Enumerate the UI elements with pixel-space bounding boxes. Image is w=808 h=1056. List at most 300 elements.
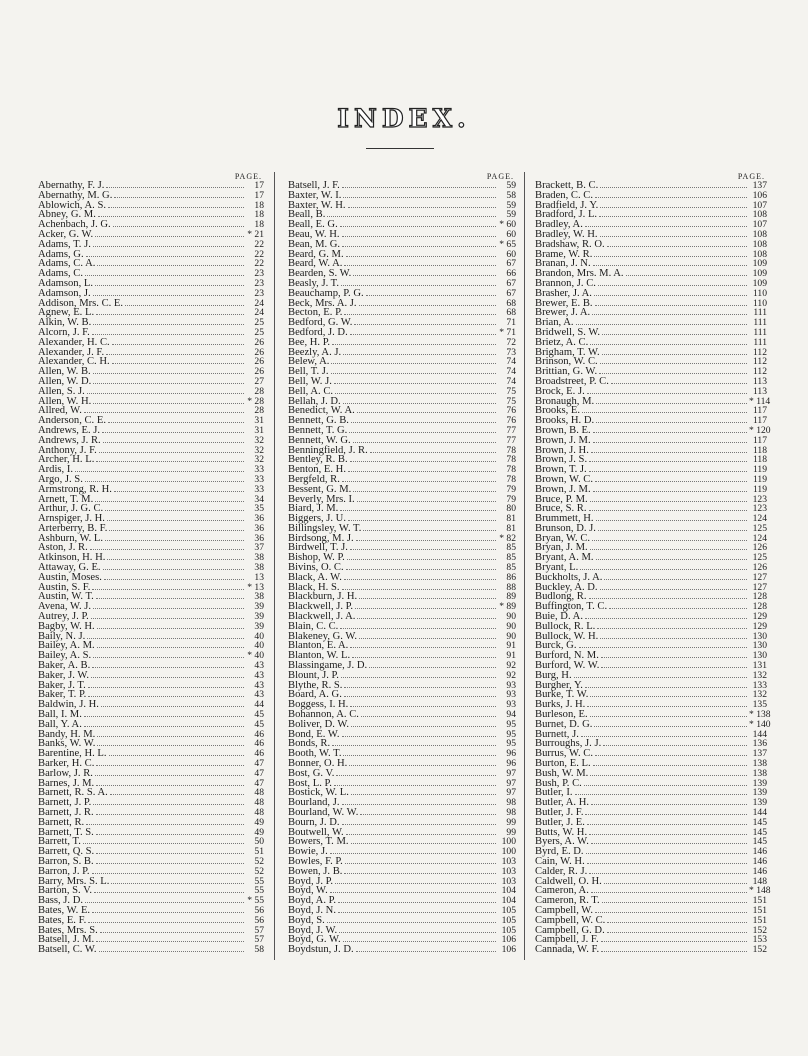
entry-page-number: 111 xyxy=(753,307,767,319)
entry-name: Brown, J. M. xyxy=(535,483,591,495)
entry-name: Armstrong, R. H. xyxy=(38,483,112,495)
entry-name: Byrd, E. D. xyxy=(535,846,584,858)
entry-name: Banks, W. W. xyxy=(38,738,96,750)
dot-leader xyxy=(114,490,244,492)
entry-name: Brannon, J. C. xyxy=(535,277,596,289)
dot-leader xyxy=(587,862,747,864)
entry-page-number: 153 xyxy=(752,934,767,946)
entry-name: Alexander, J. F. xyxy=(38,346,105,358)
entry-name: Byers, A. W. xyxy=(535,836,589,848)
entry-name: Baxter, W. I. xyxy=(288,189,342,201)
entry-page-number: 23 xyxy=(254,268,264,280)
dot-leader xyxy=(580,568,747,570)
entry-page-number: 68 xyxy=(506,307,516,319)
entry-page-number: 72 xyxy=(506,336,516,348)
dot-leader xyxy=(105,509,244,511)
entry-name: Bass, J. D. xyxy=(38,895,84,907)
entry-page-number: 139 xyxy=(752,787,767,799)
entry-name: Broadstreet, P. C. xyxy=(535,375,609,387)
dot-leader xyxy=(596,421,747,423)
entry-name: Booth, W. T. xyxy=(288,748,342,760)
dot-leader xyxy=(105,539,244,541)
entry-page-number: 39 xyxy=(254,620,264,632)
entry-name: Bessent, G. M. xyxy=(288,483,352,495)
entry-page-number: 59 xyxy=(506,209,516,221)
entry-name: Budlong, R. xyxy=(535,591,587,603)
entry-page-number: 28 xyxy=(254,405,264,417)
dot-leader xyxy=(330,891,496,893)
entry-page-number: 52 xyxy=(254,855,264,867)
entry-name: Batsell, J. F. xyxy=(288,180,340,191)
column-divider xyxy=(274,172,275,960)
dot-leader xyxy=(97,646,244,648)
entry-name: Burgher, Y. xyxy=(535,679,583,691)
entry-page-number: 36 xyxy=(254,532,264,544)
entry-page-number: 129 xyxy=(752,611,767,623)
entry-name: Adamson, J. xyxy=(38,287,91,299)
dot-leader xyxy=(363,529,496,531)
entry-name: Butts, W. H. xyxy=(535,826,588,838)
entry-page-number: 118 xyxy=(752,454,767,466)
dot-leader xyxy=(604,882,747,884)
entry-name: Burke, T. W. xyxy=(535,689,589,701)
entry-page-number: 78 xyxy=(506,464,516,476)
entry-page-number: 27 xyxy=(254,375,264,387)
dot-leader xyxy=(607,245,747,247)
dot-leader xyxy=(346,568,496,570)
dot-leader xyxy=(86,823,244,825)
entry-page-number: 96 xyxy=(506,748,516,760)
entry-name: Birdsong, M. J. xyxy=(288,532,354,544)
entry-page-number: 138 xyxy=(752,758,767,770)
dot-leader xyxy=(106,353,244,355)
entry-page-number: 85 xyxy=(506,542,516,554)
entry-page-number: 18 xyxy=(254,219,264,231)
dot-leader xyxy=(342,235,497,237)
entry-page-number: 126 xyxy=(752,542,767,554)
entry-page-number: 132 xyxy=(752,669,767,681)
entry-page-number: 45 xyxy=(254,718,264,730)
dot-leader xyxy=(95,774,244,776)
entry-page-number: 91 xyxy=(506,650,516,662)
dot-leader xyxy=(582,411,747,413)
entry-name: Bates, E. F. xyxy=(38,914,87,926)
entry-name: Bronaugh, M. xyxy=(535,395,595,407)
entry-name: Bullock, R. L. xyxy=(535,620,596,632)
entry-name: Boyd, G. W. xyxy=(288,934,341,946)
entry-page-number: 98 xyxy=(506,807,516,818)
entry-name: Brummett, H. xyxy=(535,513,594,525)
entry-page-number: 43 xyxy=(254,669,264,681)
entry-name: Archer, H. L. xyxy=(38,454,95,466)
entry-name: Barron, S. B. xyxy=(38,855,94,867)
entry-page-number: 35 xyxy=(254,503,264,515)
entry-name: Campbell, W. C. xyxy=(535,914,606,926)
entry-name: Bohannon, A. C. xyxy=(288,709,359,721)
dot-leader xyxy=(340,627,496,629)
entry-name: Boyd, W. xyxy=(288,885,328,897)
entry-name: Bridwell, S. W. xyxy=(535,326,601,338)
entry-name: Adams, C. xyxy=(38,268,84,280)
entry-name: Bryan, J. M. xyxy=(535,542,588,554)
entry-name: Boydstun, J. D. xyxy=(288,944,354,956)
dot-leader xyxy=(344,872,496,874)
dot-leader xyxy=(96,813,244,815)
entry-name: Boyd, J. W. xyxy=(288,924,338,936)
entry-page-number: 128 xyxy=(752,601,767,613)
dot-leader xyxy=(351,842,496,844)
entry-name: Biggers, J. U. xyxy=(288,513,346,525)
dot-leader xyxy=(593,441,747,443)
dot-leader xyxy=(596,519,747,521)
entry-name: Allen, W. H. xyxy=(38,395,92,407)
entry-name: Burrus, W. C. xyxy=(535,748,593,760)
entry-name: Beau, W. H. xyxy=(288,228,340,240)
entry-page-number: 117 xyxy=(752,405,767,417)
entry-page-number: 22 xyxy=(254,238,264,250)
dot-leader xyxy=(93,402,244,404)
dot-leader xyxy=(125,304,244,306)
entry-name: Ashburn, W. L. xyxy=(38,532,104,544)
entry-page-number: 113 xyxy=(752,375,767,387)
entry-name: Allen, W. B. xyxy=(38,366,91,378)
dot-leader xyxy=(93,803,244,805)
dot-leader xyxy=(603,744,747,746)
entry-name: Abernathy, F. J. xyxy=(38,180,105,191)
dot-leader xyxy=(340,225,496,227)
entry-page-number: 74 xyxy=(506,356,516,368)
dot-leader xyxy=(350,333,496,335)
dot-leader xyxy=(339,931,496,933)
entry-page-number: 95 xyxy=(506,738,516,750)
entry-name: Allred, W. xyxy=(38,405,82,417)
entry-page-number: 112 xyxy=(752,366,767,378)
entry-name: Barry, Mrs. S. L. xyxy=(38,875,110,887)
entry-page-number: 100 xyxy=(501,836,516,848)
entry-name: Black, H. S. xyxy=(288,581,340,593)
entry-page-number: 109 xyxy=(752,258,767,270)
entry-page-number: 26 xyxy=(254,366,264,378)
entry-page-number: 39 xyxy=(254,601,264,613)
entry-name: Bellah, J. D. xyxy=(288,395,341,407)
dot-leader xyxy=(596,402,747,404)
entry-page-number: 117 xyxy=(752,415,767,427)
entry-page-number: 129 xyxy=(752,620,767,632)
dot-leader xyxy=(334,784,496,786)
entry-page-number: 25 xyxy=(254,326,264,338)
entry-name: Bennett, G. B. xyxy=(288,415,349,427)
entry-name: Brinson, W. C. xyxy=(535,356,598,368)
entry-page-number: 71 xyxy=(506,317,516,329)
dot-leader xyxy=(84,715,244,717)
dot-leader xyxy=(357,411,496,413)
entry-page-number: 78 xyxy=(506,473,516,485)
dot-leader xyxy=(109,529,244,531)
entry-page-number: 50 xyxy=(254,836,264,848)
dot-leader xyxy=(93,294,244,296)
entry-name: Ablowich, A. S. xyxy=(38,199,106,211)
entry-name: Brooks, E. xyxy=(535,405,581,417)
entry-name: Austin, Moses. xyxy=(38,571,102,583)
dot-leader xyxy=(96,852,244,854)
dot-leader xyxy=(113,225,244,227)
title-rule xyxy=(366,148,434,149)
entry-name: Bostick, W. L. xyxy=(288,787,349,799)
entry-page-number: 106 xyxy=(501,944,516,956)
entry-name: Cain, W. H. xyxy=(535,855,585,867)
entry-page-number: 58 xyxy=(506,189,516,201)
entry-page-number: 37 xyxy=(254,542,264,554)
entry-page-number: 85 xyxy=(506,562,516,574)
entry-name: Adamson, L. xyxy=(38,277,94,289)
dot-leader xyxy=(84,411,244,413)
entry-name: Attaway, G. E. xyxy=(38,562,101,574)
entry-page-number: 126 xyxy=(752,562,767,574)
dot-leader xyxy=(601,950,747,952)
dot-leader xyxy=(346,833,496,835)
dot-leader xyxy=(97,735,244,737)
entry-page-number: 32 xyxy=(254,444,264,456)
entry-name: Beard, W. A. xyxy=(288,258,343,270)
entry-name: Anthony, J. F. xyxy=(38,444,97,456)
dot-leader xyxy=(107,519,244,521)
entry-page-number: 86 xyxy=(506,571,516,583)
entry-page-number: 109 xyxy=(752,277,767,289)
entry-page-number: 132 xyxy=(752,689,767,701)
entry-page-number: 146 xyxy=(752,865,767,877)
entry-name: Brown, J. M. xyxy=(535,434,591,446)
dot-leader xyxy=(595,196,747,198)
entry-page-number: 145 xyxy=(752,826,767,838)
dot-leader xyxy=(574,676,747,678)
dot-leader xyxy=(342,588,497,590)
entry-name: Bandy, H. M. xyxy=(38,728,96,740)
entry-page-number: 133 xyxy=(752,679,767,691)
dot-leader xyxy=(591,451,747,453)
entry-page-number: 136 xyxy=(752,738,767,750)
dot-leader xyxy=(88,921,244,923)
dot-leader xyxy=(581,735,747,737)
dot-leader xyxy=(86,255,244,257)
entry-name: Barnett, R. xyxy=(38,816,85,828)
entry-page-number: 49 xyxy=(254,816,264,828)
entry-name: Achenbach, J. G. xyxy=(38,219,111,231)
entry-name: Brewer, E. B. xyxy=(535,297,593,309)
dot-leader xyxy=(607,931,747,933)
entry-page-number: 74 xyxy=(506,366,516,378)
entry-page-number: 76 xyxy=(506,405,516,417)
dot-leader xyxy=(589,509,748,511)
entry-name: Baker, A. B. xyxy=(38,660,91,672)
entry-page-number: 59 xyxy=(506,180,516,191)
entry-name: Benton, E. H. xyxy=(288,464,346,476)
dot-leader xyxy=(370,451,496,453)
entry-page-number: 95 xyxy=(506,728,516,740)
entry-page-number: 97 xyxy=(506,767,516,779)
entry-name: Addison, Mrs. C. E. xyxy=(38,297,124,309)
entry-page-number: 48 xyxy=(254,787,264,799)
entry-name: Austin, W. T. xyxy=(38,591,94,603)
entry-page-number: 138 xyxy=(752,767,767,779)
entry-name: Burleson, E. xyxy=(535,709,588,721)
entry-name: Bryan, W. C. xyxy=(535,532,591,544)
dot-leader xyxy=(88,695,244,697)
dot-leader xyxy=(607,921,747,923)
page-column-header: PAGE. xyxy=(737,172,765,181)
entry-name: Barnes, J. M. xyxy=(38,777,95,789)
entry-name: Allen, W. D. xyxy=(38,375,92,387)
entry-name: Brigham, T. W. xyxy=(535,346,600,358)
entry-name: Burton, E. L. xyxy=(535,758,591,770)
entry-name: Bradford, J. L. xyxy=(535,209,598,221)
entry-name: Burck, G. xyxy=(535,640,577,652)
entry-page-number: 139 xyxy=(752,777,767,789)
entry-page-number: 105 xyxy=(501,904,516,916)
entry-page-number: 146 xyxy=(752,855,767,867)
entry-name: Abernathy, M. G. xyxy=(38,189,113,201)
entry-name: Buckholts, J. A. xyxy=(535,571,603,583)
entry-page-number: 112 xyxy=(752,356,767,368)
dot-leader xyxy=(327,215,496,217)
dot-leader xyxy=(584,784,747,786)
dot-leader xyxy=(357,500,496,502)
entry-page-number: 25 xyxy=(254,317,264,329)
dot-leader xyxy=(355,607,496,609)
dot-leader xyxy=(350,705,496,707)
entry-page-number: 105 xyxy=(501,924,516,936)
entry-page-number: 92 xyxy=(506,669,516,681)
dot-leader xyxy=(96,862,244,864)
dot-leader xyxy=(87,392,244,394)
entry-name: Bost, G. V. xyxy=(288,767,335,779)
entry-name: Blythe, R. S. xyxy=(288,679,343,691)
dot-leader xyxy=(356,950,496,952)
entry-name: Adams, G. xyxy=(38,248,84,260)
entry-page-number: * 71 xyxy=(499,326,516,338)
entry-name: Boyd, A. P. xyxy=(288,895,336,907)
entry-name: Beauchamp, P. G. xyxy=(288,287,364,299)
dot-leader xyxy=(331,372,496,374)
dot-leader xyxy=(350,548,496,550)
dot-leader xyxy=(357,617,496,619)
entry-name: Burg, H. xyxy=(535,669,572,681)
dot-leader xyxy=(98,215,244,217)
dot-leader xyxy=(112,343,244,345)
entry-name: Blackwell, J. P. xyxy=(288,601,354,613)
entry-page-number: 85 xyxy=(506,552,516,564)
dot-leader xyxy=(593,490,747,492)
dot-leader xyxy=(593,764,747,766)
dot-leader xyxy=(575,793,747,795)
dot-leader xyxy=(351,421,496,423)
dot-leader xyxy=(107,558,244,560)
entry-name: Bruce, S. R. xyxy=(535,503,587,515)
entry-page-number: 108 xyxy=(752,209,767,221)
dot-leader xyxy=(330,852,496,854)
dot-leader xyxy=(331,362,496,364)
index-column-1 xyxy=(38,172,264,955)
dot-leader xyxy=(91,676,244,678)
entry-page-number: 76 xyxy=(506,415,516,427)
dot-leader xyxy=(91,617,244,619)
entry-page-number: 111 xyxy=(753,326,767,338)
dot-leader xyxy=(340,509,496,511)
dot-leader xyxy=(96,597,244,599)
dot-leader xyxy=(335,882,496,884)
dot-leader xyxy=(600,186,747,188)
entry-page-number: 100 xyxy=(501,846,516,858)
entry-page-number: 13 xyxy=(254,571,264,583)
dot-leader xyxy=(587,823,747,825)
entry-name: Butler, J. E. xyxy=(535,816,585,828)
dot-leader xyxy=(599,215,747,217)
entry-name: Bedford, G. W. xyxy=(288,317,353,329)
entry-page-number: 107 xyxy=(752,199,767,211)
entry-page-number: 36 xyxy=(254,513,264,525)
entry-name: Arnett, T. M. xyxy=(38,493,94,505)
entry-name: Arnspiger, J. H. xyxy=(38,513,105,525)
dot-leader xyxy=(601,656,747,658)
entry-page-number: 97 xyxy=(506,787,516,799)
dot-leader xyxy=(101,705,244,707)
entry-name: Burford, N. M. xyxy=(535,650,599,662)
dot-leader xyxy=(97,264,244,266)
dot-leader xyxy=(87,637,244,639)
entry-page-number: 26 xyxy=(254,346,264,358)
dot-leader xyxy=(350,646,496,648)
entry-page-number: 93 xyxy=(506,699,516,711)
dot-leader xyxy=(348,519,496,521)
entry-name: Alexander, C. H. xyxy=(38,356,110,368)
entry-name: Bradfield, J. Y. xyxy=(535,199,599,211)
entry-page-number: 117 xyxy=(752,434,767,446)
entry-name: Bowie, J. xyxy=(288,846,328,858)
entry-page-number: 130 xyxy=(752,650,767,662)
dot-leader xyxy=(599,372,747,374)
entry-name: Argo, J. S. xyxy=(38,473,83,485)
entry-name: Abney, G. M. xyxy=(38,209,96,221)
entry-page-number: 33 xyxy=(254,483,264,495)
entry-name: Bagby, W. H. xyxy=(38,620,95,632)
dot-leader xyxy=(602,353,747,355)
dot-leader xyxy=(343,754,496,756)
entry-name: Bivins, O. C. xyxy=(288,562,344,574)
entry-page-number: 57 xyxy=(254,934,264,946)
entry-page-number: 38 xyxy=(254,591,264,603)
dot-leader xyxy=(344,264,496,266)
entry-page-number: 46 xyxy=(254,748,264,760)
entry-name: Austin, S. F. xyxy=(38,581,91,593)
entry-name: Burnett, J. xyxy=(535,728,579,740)
entry-page-number: * 21 xyxy=(247,228,264,240)
entry-page-number: * 148 xyxy=(749,885,771,897)
entry-page-number: 56 xyxy=(254,914,264,926)
entry-page-number: 75 xyxy=(506,395,516,407)
entry-page-number: * 60 xyxy=(499,219,516,231)
entry-name: Buffington, T. C. xyxy=(535,601,608,613)
entry-page-number: 151 xyxy=(752,904,767,916)
entry-page-number: * 138 xyxy=(749,709,771,721)
entry-page-number: 91 xyxy=(506,640,516,652)
entry-page-number: 68 xyxy=(506,297,516,309)
dot-leader xyxy=(334,382,496,384)
dot-leader xyxy=(93,323,244,325)
dot-leader xyxy=(342,823,497,825)
dot-leader xyxy=(600,362,747,364)
entry-name: Bentley, R. B. xyxy=(288,454,348,466)
entry-name: Bergfeld, R. xyxy=(288,473,340,485)
dot-leader xyxy=(348,206,496,208)
